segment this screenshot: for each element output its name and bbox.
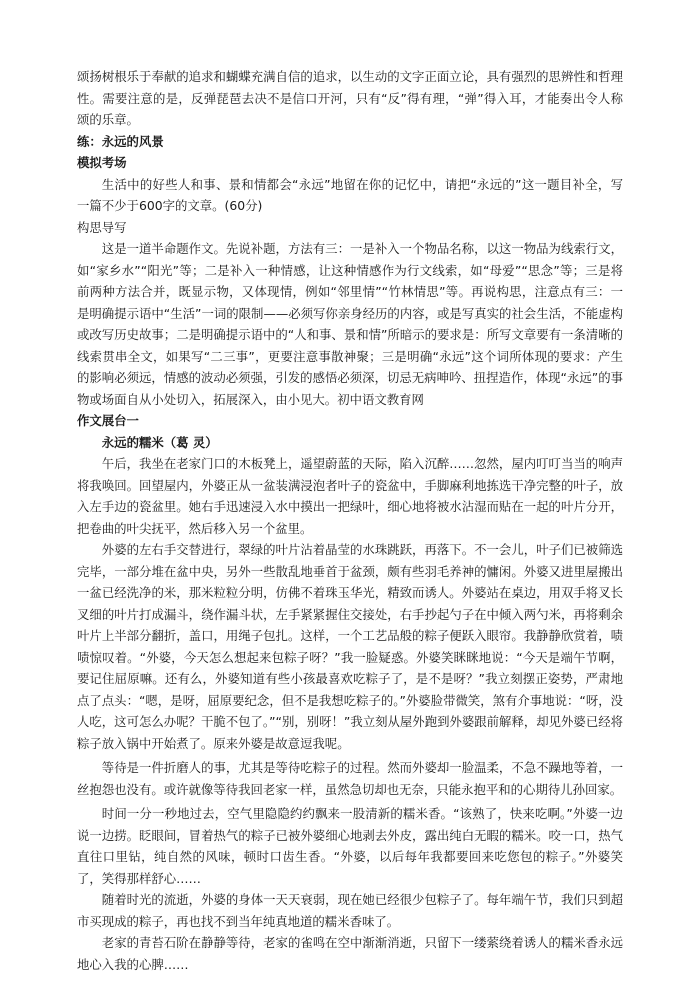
essay-paragraph: 老家的青苔石阶在静静等待，老家的雀鸣在空中渐渐消逝，只留下一缕萦绕着诱人的糯米香永远地心入我的心脾…… — [77, 935, 623, 972]
practice-title: 练：永远的风景 — [77, 133, 164, 149]
essay-paragraph: 随着时光的流逝，外婆的身体一天天衰弱，现在她已经很少包粽子了。每年端午节，我们只到超市买现成的粽子，再也找不到当年纯真地道的糯米香味了。 — [77, 892, 623, 929]
essay-paragraph: 等待是一件折磨人的事，尤其是等待吃粽子的过程。然而外婆却一脸温柔，不急不躁地等着，一丝抱怨也没有。或许就像等待我回老家一样，虽然急切却也无奈，只能永抱平和的心期待儿孙回家。 — [77, 760, 623, 797]
section-guide-heading: 构思导写 — [77, 219, 127, 235]
essay-paragraph: 午后，我坐在老家门口的木板凳上，遥望蔚蓝的天际，陷入沉醉……忽然，屋内叮叮当当的响声将我唤回。回望屋内，外婆正从一盆装满浸泡者叶子的瓷盆中，手脚麻利地拣选干净完整的叶子，放入左手边的瓷盆里。她右手迅速浸入水中摸出一把绿叶，细心地将被水沾湿而贴在一起的叶片分开，把卷曲的叶尖抚平，然后移入另一个盆里。 — [77, 456, 623, 536]
document-page — [77, 66, 623, 975]
essay-paragraph: 时间一分一秒地过去，空气里隐隐约约飘来一股清新的糯米香。“该熟了，快来吃啊。”外婆一边说一边捞。眨眼间，冒着热气的粽子已被外婆细心地剥去外皮，露出纯白无暇的糯米。咬一口，热气直往口里钻，纯自然的风味，顿时口齿生香。“外婆，以后每年我都要回来吃您包的粽子。”外婆笑了，笑得那样舒心…… — [77, 806, 623, 886]
section-exam-heading: 模拟考场 — [77, 155, 127, 170]
guide-paragraph: 这是一道半命题作文。先说补题，方法有三：一是补入一个物品名称，以这一物品为线索行文，如“家乡水”“阳光”等；二是补入一种情感，让这种情感作为行文线索，如“母爱”“思念”等；三是将前两种方法合并，既显示物，又体现情，例如“邻里情”“竹林情思”等。再说构思，注意点有三：一是明确提示语中“生活”一词的限制——必须写你亲身经历的内容，或是写真实的社会生活，不能虚构或改写历史故事；二是明确提示语中的“人和事、景和情”所暗示的要求是：所写文章要有一条清晰的线索贯串全文，如果写“二三事”，更要注意事散神聚；三是明确“永远”这个词所体现的要求：产生的影响必须远，情感的波动必须强，引发的感悟必须深，切忌无病呻吟、扭捏造作，体现“永远”的事物或场面自从小处切入，拓展深入，由小见大。初中语文教育网 — [77, 241, 623, 407]
intro-paragraph: 颂扬树根乐于奉献的追求和蝴蝶充满自信的追求，以生动的文字正面立论，具有强烈的思辨性和哲理性。需要注意的是，反弹琵琶去决不是信口开河，只有“反”得有理，“弹”得入耳，才能奏出令人称颂的乐章。 — [77, 69, 623, 127]
prompt-paragraph: 生活中的好些人和事、景和情都会“永远”地留在你的记忆中，请把“永远的”这一题目补全，写一篇不少于600字的文章。(60分) — [77, 176, 623, 213]
essay-paragraph: 外婆的左右手交替进行，翠绿的叶片沾着晶莹的水珠跳跃，再落下。不一会儿，叶子们已被筛选完毕，一部分堆在盆中央，另外一些散乱地垂首于盆颈，颇有些羽毛养神的慵闲。外婆又进里屋搬出一盆已经洗净的米，那米粒粒分明，仿佛不着珠玉华光，精致而诱人。外婆站在桌边，用双手将叉长叉细的叶片打成漏斗，绕作漏斗状，左手紧紧握住交接处，右手抄起勺子在中倾入两勺米，再将剩余叶片上半部分翻折，盖口，用绳子包扎。这样，一个工艺品般的粽子便跃入眼帘。我静静欣赏着，啧啧惊叹着。“外婆，今天怎么想起来包粽子呀？”我一脸疑惑。外婆笑眯眯地说：“今天是端午节啊，要记住屈原嘛。还有么，外婆知道有些小孩最喜欢吃粽子了，是不是呀？”我立刻摆正姿势，严肃地点了点头：“嗯，是呀，屈原要纪念，但不是我想吃粽子的。”外婆脸带微笑，煞有介事地说：“呀，没人吃，这可怎么办呢？干脆不包了。”“别，别呀！”我立刻从屋外跑到外婆跟前解释，却见外婆已经将粽子放入锅中开始煮了。原来外婆是故意逗我呢。 — [77, 542, 623, 751]
section-showcase-heading: 作文展台一 — [77, 413, 139, 428]
essay-title: 永远的糯米（葛 灵） — [101, 434, 218, 450]
